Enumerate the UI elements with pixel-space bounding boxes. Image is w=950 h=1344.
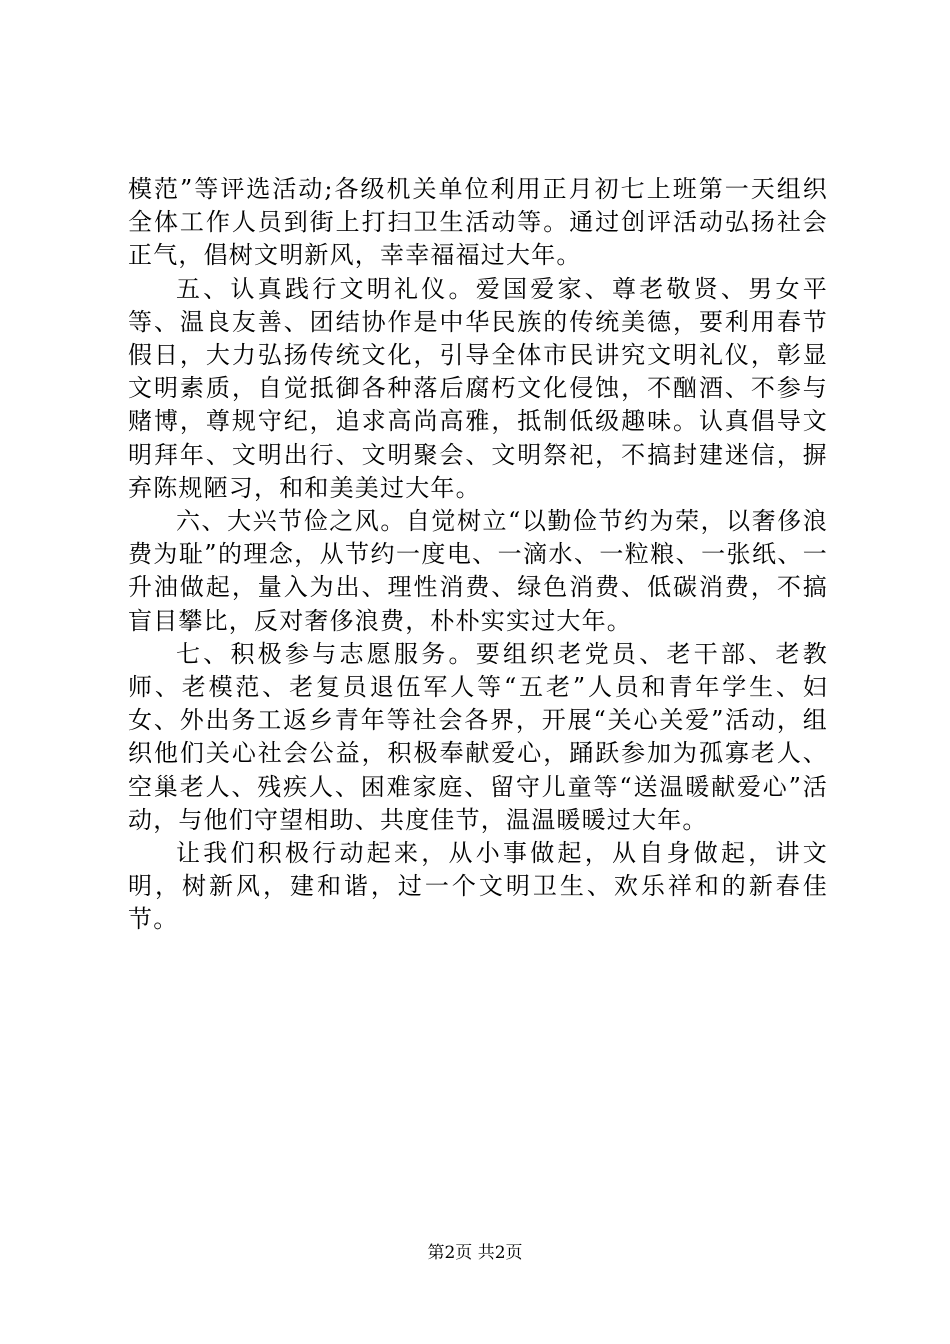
page-number-footer: 第2页 共2页: [427, 1243, 523, 1263]
paragraph-continued: 模范”等评选活动;各级机关单位利用正月初七上班第一天组织全体工作人员到街上打扫卫生活动等。通过创评活动弘扬社会正气，倡树文明新风，幸幸福福过大年。: [128, 175, 828, 270]
paragraph-volunteer: 七、积极参与志愿服务。要组织老党员、老干部、老教师、老模范、老复员退伍军人等“五老”人员和青年学生、妇女、外出务工返乡青年等社会各界，开展“关心关爱”活动，组织他们关心社会公益，积极奉献爱心，踊跃参加为孤寡老人、空巢老人、残疾人、困难家庭、留守儿童等“送温暖献爱心”活动，与他们守望相助、共度佳节，温温暖暖过大年。: [128, 639, 828, 834]
paragraph-etiquette: 五、认真践行文明礼仪。爱国爱家、尊老敬贤、男女平等、温良友善、团结协作是中华民族的传统美德，要利用春节假日，大力弘扬传统文化，引导全体市民讲究文明礼仪，彰显文明素质，自觉抵御各种落后腐朽文化侵蚀，不酗酒、不参与赌博，尊规守纪，追求高尚高雅，抵制低级趣味。认真倡导文明拜年、文明出行、文明聚会、文明祭祀，不搞封建迷信，摒弃陈规陋习，和和美美过大年。: [128, 274, 828, 502]
paragraph-closing: 让我们积极行动起来，从小事做起，从自身做起，讲文明，树新风，建和谐，过一个文明卫生、欢乐祥和的新春佳节。: [128, 839, 828, 934]
paragraph-frugality: 六、大兴节俭之风。自觉树立“以勤俭节约为荣，以奢侈浪费为耻”的理念，从节约一度电、一滴水、一粒粮、一张纸、一升油做起，量入为出、理性消费、绿色消费、低碳消费，不搞盲目攀比，反对奢侈浪费，朴朴实实过大年。: [128, 507, 828, 635]
document-body: [128, 173, 828, 937]
